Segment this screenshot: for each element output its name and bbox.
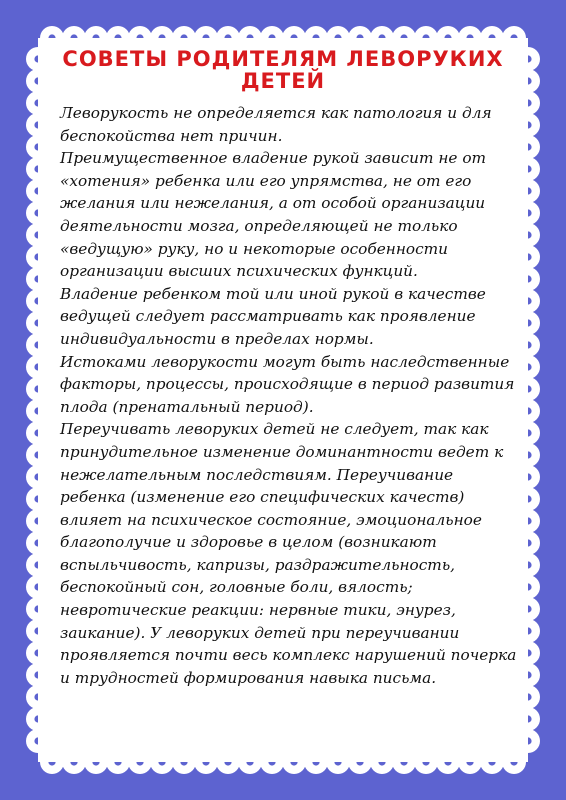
title-line-2: ДЕТЕЙ [240, 69, 326, 93]
page-title [38, 48, 528, 92]
paragraph-1: Леворукость не определяется как патология и для беспокойства нет причин. [60, 104, 492, 145]
paragraph-4: Истоками леворукости могут быть наследственные факторы, процессы, происходящие в период развития плода (пренатальный период). [60, 352, 515, 416]
title-line-1: СОВЕТЫ РОДИТЕЛЯМ ЛЕВОРУКИХ [62, 47, 504, 71]
paragraph-2: Преимущественное владение рукой зависит не от «хотения» ребенка или его упрямства, не от его желания или нежелания, а от особой организации деятельности мозга, определяющей не только «ведущую» руку, но и некоторые особенности организации высших психических функций. [60, 149, 487, 281]
paragraph-5: Переучивать леворуких детей не следует, так как принудительное изменение доминантности ведет к нежелательным последствиям. Переучивание ребенка (изменение его специфических качеств) влияет на психическое состояние, эмоциональное благополучие и здоровье в целом (возникают вспыльчивость, капризы, раздражительность, беспокойный сон, головные боли, вялость; невротические реакции: нервные тики, энурез, заикание). У леворуких детей при переучивании проявляется почти весь комплекс нарушений почерка и трудностей формирования навыка письма. [60, 420, 517, 687]
paragraph-3: Владение ребенком той или иной рукой в качестве ведущей следует рассматривать как проявление индивидуальности в пределах нормы. [60, 284, 486, 348]
advice-text [60, 102, 522, 689]
content-card [38, 38, 528, 762]
